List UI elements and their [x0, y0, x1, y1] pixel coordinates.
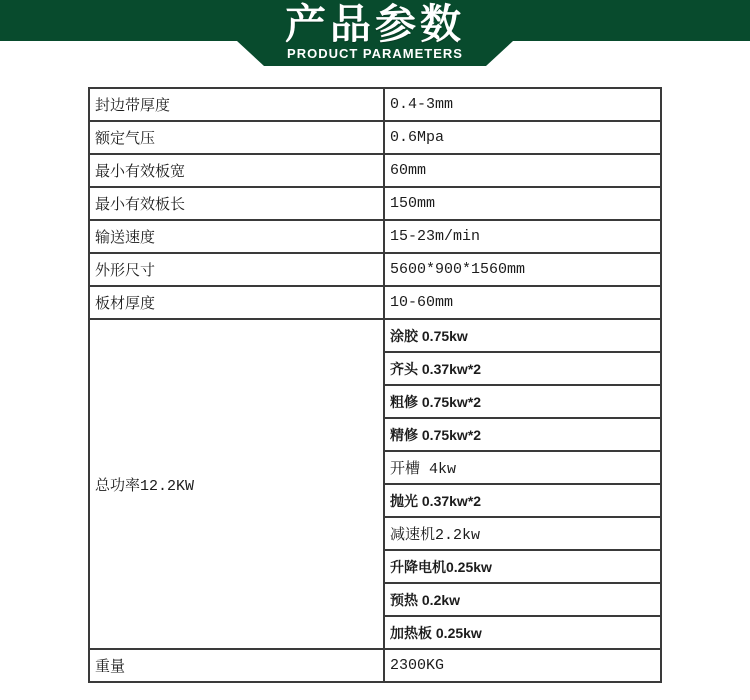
spec-label: 重量 [89, 649, 384, 682]
spec-value: 15-23m/min [384, 220, 661, 253]
spec-label: 封边带厚度 [89, 88, 384, 121]
table-row [89, 88, 661, 121]
spec-value: 开槽 4kw [384, 451, 661, 484]
page-subtitle: PRODUCT PARAMETERS [287, 46, 463, 61]
spec-label: 额定气压 [89, 121, 384, 154]
spec-label: 最小有效板长 [89, 187, 384, 220]
spec-value: 60mm [384, 154, 661, 187]
spec-value: 2300KG [384, 649, 661, 682]
spec-label: 最小有效板宽 [89, 154, 384, 187]
spec-value: 0.4-3mm [384, 88, 661, 121]
spec-value: 10-60mm [384, 286, 661, 319]
spec-value: 齐头 0.37kw*2 [384, 352, 661, 385]
spec-label: 板材厚度 [89, 286, 384, 319]
spec-value: 0.6Mpa [384, 121, 661, 154]
table-row [89, 187, 661, 220]
spec-value: 粗修 0.75kw*2 [384, 385, 661, 418]
spec-value: 升降电机0.25kw [384, 550, 661, 583]
spec-value: 减速机2.2kw [384, 517, 661, 550]
spec-value: 预热 0.2kw [384, 583, 661, 616]
spec-value: 5600*900*1560mm [384, 253, 661, 286]
parameters-table [88, 87, 662, 683]
spec-value: 150mm [384, 187, 661, 220]
table-row [89, 121, 661, 154]
spec-label-total-power: 总功率12.2KW [89, 319, 384, 649]
table-row [89, 286, 661, 319]
spec-value: 精修 0.75kw*2 [384, 418, 661, 451]
spec-label: 输送速度 [89, 220, 384, 253]
table-row [89, 319, 661, 352]
spec-label: 外形尺寸 [89, 253, 384, 286]
table-row [89, 253, 661, 286]
table-row [89, 154, 661, 187]
spec-value: 抛光 0.37kw*2 [384, 484, 661, 517]
spec-value: 加热板 0.25kw [384, 616, 661, 649]
table-row [89, 220, 661, 253]
spec-value: 涂胶 0.75kw [384, 319, 661, 352]
page-title: 产品参数 [285, 1, 465, 47]
table-row [89, 649, 661, 682]
